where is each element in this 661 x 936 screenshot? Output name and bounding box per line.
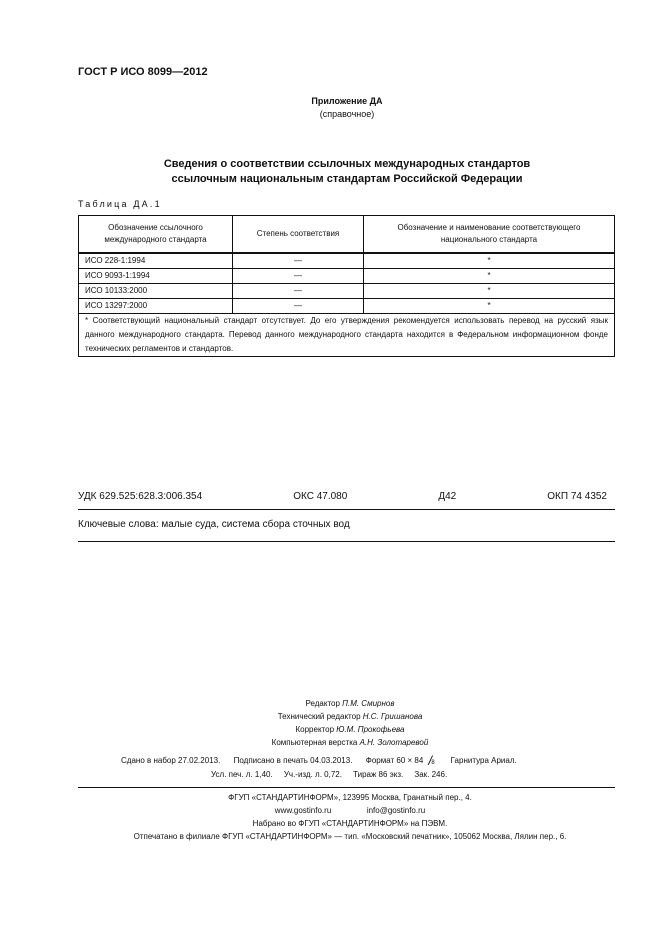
credit-tech-editor: [0, 710, 661, 723]
publishing-sheets: Уч.-изд. л. 0,72.: [283, 770, 342, 779]
standard-code: ГОСТ Р ИСО 8099—2012: [78, 66, 208, 78]
credit-role: Редактор: [305, 699, 340, 708]
main-title-line1: Сведения о соответствии ссылочных международных стандартов: [163, 158, 531, 170]
credit-role: Технический редактор: [277, 712, 361, 721]
publisher-address: ФГУП «СТАНДАРТИНФОРМ», 123995 Москва, Гранатный пер., 4.: [228, 793, 472, 802]
credit-layout: [0, 736, 661, 749]
udk-code: УДК 629.525:628.3:006.354: [78, 491, 203, 502]
credit-name: А.Н. Золотаревой: [359, 738, 429, 747]
typeface: Гарнитура Ариал.: [450, 756, 517, 766]
cell-degree: —: [233, 299, 364, 314]
table-header-row: [79, 216, 615, 254]
format-denominator: 8: [431, 760, 435, 766]
order-number: Зак. 246.: [414, 770, 448, 779]
cell-degree: —: [233, 253, 364, 269]
main-title: [33, 157, 661, 187]
cell-national: *: [364, 284, 615, 299]
publishing-row-2: [211, 770, 447, 779]
header-degree: Степень соответствия: [233, 216, 364, 254]
table-row: [79, 269, 615, 284]
credit-role: Корректор: [295, 725, 335, 734]
printed-note: Отпечатано в филиале ФГУП «СТАНДАРТИНФОРМ» — тип. «Московский печатник», 105062 Москва, Лялин пер., 6.: [133, 832, 567, 841]
publishing-row-1: [121, 755, 517, 767]
cell-national: *: [364, 299, 615, 314]
reference-table: [78, 215, 615, 357]
table-label: Таблица ДА.1: [78, 199, 162, 209]
website-link[interactable]: www.gostinfo.ru: [274, 806, 332, 815]
credit-editor: [0, 697, 661, 710]
sent-date: Сдано в набор 27.02.2013.: [121, 756, 221, 766]
divider: [78, 509, 615, 510]
print-sheets: Усл. печ. л. 1,40.: [211, 770, 273, 779]
table-row: [79, 284, 615, 299]
cell-degree: —: [233, 269, 364, 284]
format-fraction: / 8: [428, 753, 435, 768]
table-row: [79, 299, 615, 314]
oks-code: ОКС 47.080: [293, 491, 348, 502]
annex-subtitle: (справочное): [319, 109, 375, 119]
typeset-note: Набрано во ФГУП «СТАНДАРТИНФОРМ» на ПЭВМ.: [252, 819, 448, 828]
okp-code: ОКП 74 4352: [547, 491, 607, 502]
divider: [78, 787, 615, 788]
cell-code: ИСО 228-1:1994: [79, 253, 233, 269]
table-footnote-row: [79, 314, 615, 357]
email-link[interactable]: info@gostinfo.ru: [366, 806, 426, 815]
cell-code: ИСО 13297:2000: [79, 299, 233, 314]
cell-degree: —: [233, 284, 364, 299]
cell-national: *: [364, 253, 615, 269]
credit-corrector: [0, 723, 661, 736]
divider: [78, 541, 615, 542]
credit-name: Ю.М. Прокофьева: [336, 725, 405, 734]
cell-code: ИСО 9093-1:1994: [79, 269, 233, 284]
credit-name: Н.С. Гришанова: [362, 712, 423, 721]
signed-date: Подписано в печать 04.03.2013.: [233, 756, 353, 766]
contact-row: [0, 804, 661, 817]
keywords: Ключевые слова: малые суда, система сбора сточных вод: [78, 519, 350, 530]
table-row: [79, 253, 615, 269]
credit-role: Компьютерная верстка: [271, 738, 358, 747]
imprint-block: [0, 791, 661, 843]
annex-title: Приложение ДА: [311, 96, 383, 106]
main-title-line2: ссылочным национальным стандартам Российской Федерации: [171, 173, 523, 185]
cell-code: ИСО 10133:2000: [79, 284, 233, 299]
header-international: Обозначение ссылочного международного стандарта: [79, 216, 233, 254]
header-national: Обозначение и наименование соответствующего национального стандарта: [364, 216, 615, 254]
cell-national: *: [364, 269, 615, 284]
table-footnote: * Соответствующий национальный стандарт отсутствует. До его утверждения рекомендуется использовать перевод на русский язык данного международного стандарта. Перевод данного международного стандарта находится в Федеральном информационном фонде технических регламентов и стандартов.: [79, 314, 615, 357]
credit-name: П.М. Смирнов: [342, 699, 395, 708]
credits-block: [0, 697, 661, 749]
classification-row: [78, 491, 607, 502]
print-run: Тираж 86 экз.: [353, 770, 404, 779]
d-code: Д42: [438, 491, 457, 502]
format-text: Формат 60 × 84: [365, 756, 424, 766]
